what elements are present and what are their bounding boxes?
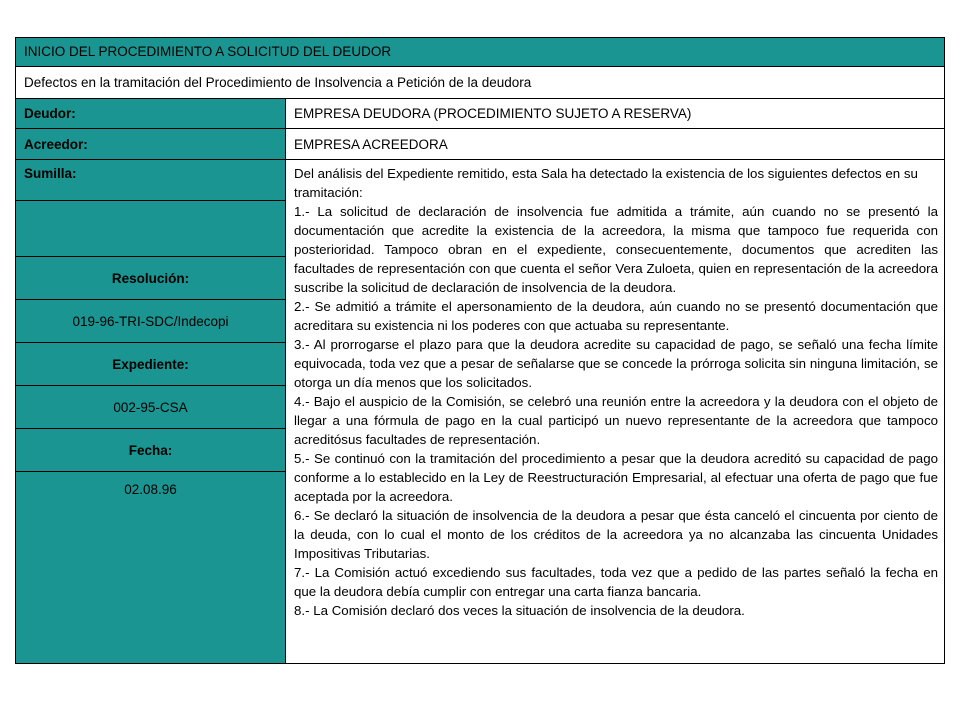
sumilla-item: 6.- Se declaró la situación de insolvencia de la deudora a pesar que ésta canceló el cincuenta por ciento de la deuda, con lo cual el monto de los créditos de la acreedora ya no alcanzaba las cincuenta Unidades Impositivas Tributarias.	[294, 508, 938, 561]
table-title: INICIO DEL PROCEDIMIENTO A SOLICITUD DEL DEUDOR	[16, 38, 944, 67]
sumilla-label: Sumilla:	[16, 160, 286, 201]
sumilla-item: 4.- Bajo el auspicio de la Comisión, se celebró una reunión entre la acreedora y la deudora con el objeto de llegar a una fórmula de pago en la cual participó un nuevo representante de la acreedora que tampoco acreditósus facultades de representación.	[294, 394, 938, 447]
acreedor-value: EMPRESA ACREEDORA	[286, 129, 944, 160]
deudor-value: EMPRESA DEUDORA (PROCEDIMIENTO SUJETO A RESERVA)	[286, 99, 944, 129]
sumilla-item: 3.- Al prorrogarse el plazo para que la deudora acredite su capacidad de pago, se señaló una fecha límite equivocada, toda vez que a pesar de señalarse que se concede la prórroga solicita sin ninguna limitación, se otorga un día menos que los solicitados.	[294, 337, 938, 390]
fecha-value: 02.08.96	[16, 472, 286, 663]
sumilla-item: 8.- La Comisión declaró dos veces la situación de insolvencia de la deudora.	[294, 603, 745, 618]
expediente-label: Expediente:	[16, 343, 286, 386]
expediente-value: 002-95-CSA	[16, 386, 286, 429]
acreedor-label: Acreedor:	[16, 129, 286, 160]
sumilla-item: 1.- La solicitud de declaración de insolvencia fue admitida a trámite, aún cuando no se presentó la documentación que acredite la existencia de la acreedora, la misma que tampoco fue requerida con posterioridad. Tampoco obran en el expediente, consecuentemente, documentos que acrediten las facultades de representación con que cuenta el señor Vera Zuloeta, quien en representación de la acreedora suscribe la solicitud de declaración de insolvencia de la deudora.	[294, 204, 938, 295]
resolucion-label: Resolución:	[16, 257, 286, 300]
deudor-label: Deudor:	[16, 99, 286, 129]
empty-cell	[16, 201, 286, 257]
fecha-label: Fecha:	[16, 429, 286, 472]
document-table	[15, 37, 945, 664]
table-subtitle: Defectos en la tramitación del Procedimiento de Insolvencia a Petición de la deudora	[16, 67, 944, 99]
sumilla-item: 2.- Se admitió a trámite el apersonamiento de la deudora, aún cuando no se presentó documentación que acreditara su existencia ni los poderes con que actuaba su representante.	[294, 299, 938, 333]
sumilla-item: 7.- La Comisión actuó excediendo sus facultades, toda vez que a pedido de las partes señaló la fecha en que la deudora debía cumplir con entregar una carta fianza bancaria.	[294, 565, 938, 599]
sumilla-item: 5.- Se continuó con la tramitación del procedimiento a pesar que la deudora acreditó su capacidad de pago conforme a lo establecido en la Ley de Reestructuración Empresarial, al efectuar una oferta de pago que fue aceptada por la acreedora.	[294, 451, 938, 504]
resolucion-value: 019-96-TRI-SDC/Indecopi	[16, 300, 286, 343]
sumilla-intro: Del análisis del Expediente remitido, esta Sala ha detectado la existencia de los siguientes defectos en su tramitación:	[294, 166, 918, 200]
sumilla-text	[286, 160, 944, 620]
